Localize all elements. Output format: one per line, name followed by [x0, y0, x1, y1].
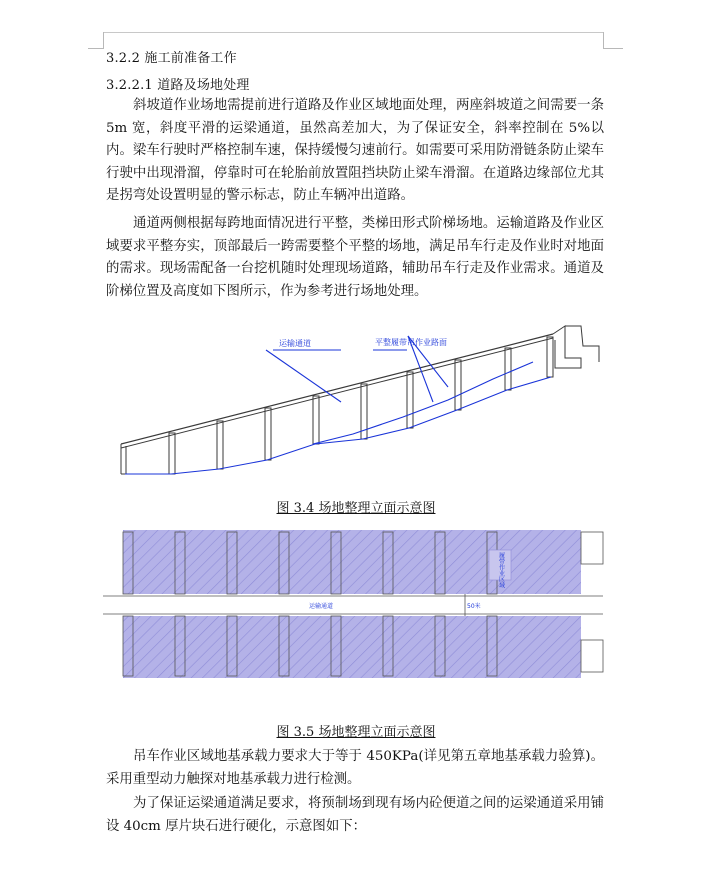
figure-3-5-caption: 图 3.5 场地整理立面示意图 [276, 725, 436, 740]
label-plan-road: 运输通道 [309, 603, 334, 610]
paragraph-terrace-site: 通道两侧根据每跨地面情况进行平整，类梯田形式阶梯场地。运输道路及作业区域要求平整夯实，顶部最后一跨需要整个平整的场地，满足吊车行走及作业时对地面的需求。现场需配备一台挖机随时处理现场道路，辅助吊车行走及作业需求。通道及阶梯位置及高度如下图所示，作为参考进行场地处理。 [106, 216, 604, 299]
paragraph-bearing-capacity: 吊车作业区域地基承载力要求大于等于 450KPa(详见第五章地基承载力验算)。采用重型动力触探对地基承载力进行检测。 [106, 749, 604, 787]
figure-site-elevation [103, 322, 610, 492]
hatched-area-top [123, 530, 581, 594]
label-road-width: 50米 [467, 603, 481, 610]
figure-3-4-caption: 图 3.4 场地整理立面示意图 [276, 501, 436, 516]
section-heading: 3.2.2 施工前准备工作 [106, 51, 237, 66]
paragraph-road-treatment: 斜坡道作业场地需提前进行道路及作业区域地面处理，两座斜坡道之间需要一条 5m 宽，斜度平滑的运梁通道，虽然高差加大，为了保证安全，斜率控制在 5%以内。梁车行驶时严格控制车速，保持缓慢匀速前行。如需要可采用防滑链条防止梁车行驶中出现滑溜，停靠时可在轮胎前放置阻挡块防止梁车滑溜。在道路边缘部位尤其是拐弯处设置明显的警示标志，防止车辆冲出道路。 [106, 98, 604, 204]
label-transport-road: 运输通道 [279, 339, 311, 348]
label-crane-area: 履带作业区域 [497, 552, 505, 588]
subsection-heading: 3.2.2.1 道路及场地处理 [106, 78, 250, 93]
crop-mark-top-left [88, 48, 104, 49]
crop-mark-top-left [103, 32, 104, 48]
label-crane-road: 平整履带吊作业路面 [375, 338, 447, 347]
pier-group [169, 337, 553, 474]
hatched-area-bottom [123, 616, 581, 678]
page-top-border [103, 32, 603, 33]
figure-site-plan [103, 528, 610, 680]
crop-mark-top-right [603, 48, 623, 49]
paragraph-road-hardening: 为了保证运梁通道满足要求，将预制场到现有场内砼便道之间的运梁通道采用铺设 40cm 厚片块石进行硬化，示意图如下： [106, 796, 604, 834]
crop-mark-top-right [603, 32, 604, 48]
